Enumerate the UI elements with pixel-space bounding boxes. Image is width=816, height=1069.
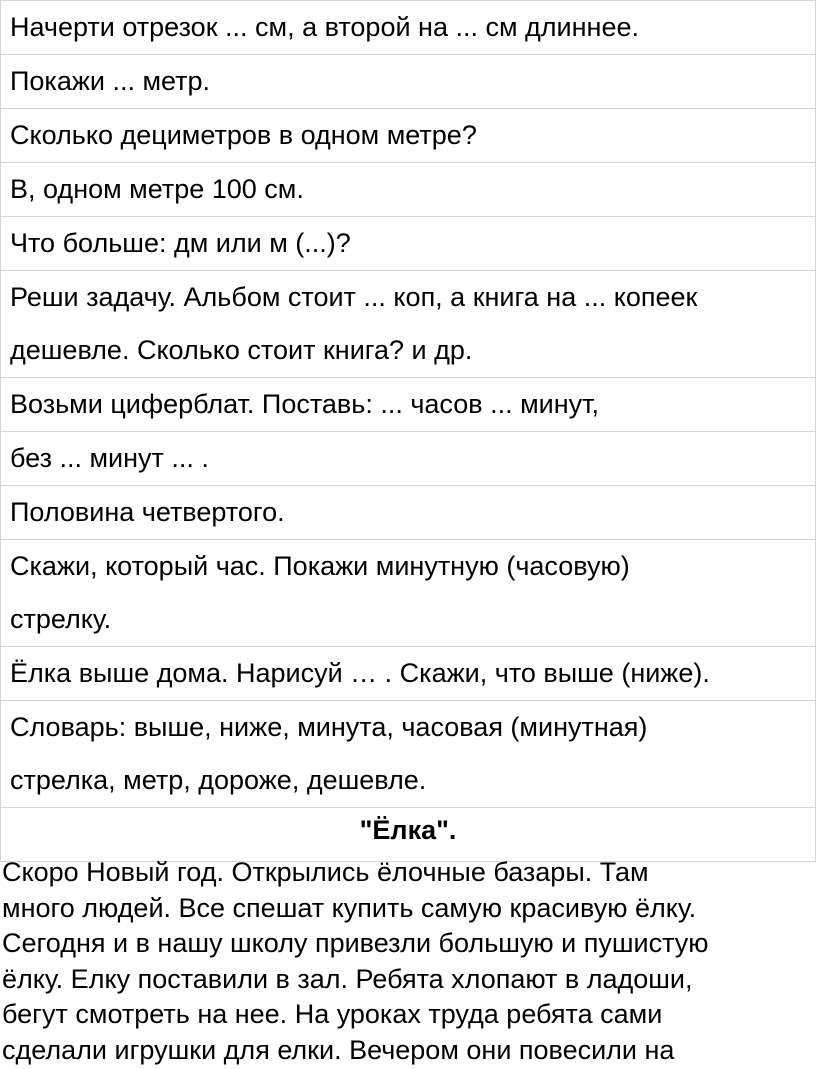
story-line: Сегодня и в нашу школу привезли большую и пушистую [2,928,709,958]
row-text: стрелка, метр, дороже, дешевле. [10,765,427,795]
row-text: Скажи, который час. Покажи минутную (часовую) [10,551,630,581]
table-row [1,701,816,808]
row-text: Ёлка выше дома. Нарисуй … . Скажи, что выше (ниже). [10,658,710,688]
row-text: В, одном метре 100 см. [10,174,304,204]
row-text: Реши задачу. Альбом стоит ... коп, а книга на ... копеек [10,282,698,312]
table-row [1,486,816,540]
row-text: Сколько дециметров в одном метре? [10,120,477,150]
table-row [1,55,816,109]
story-line: много людей. Все спешат купить самую красивую ёлку. [2,892,697,923]
table-row [1,163,816,217]
table-row [1,217,816,271]
table-row [1,1,816,55]
story-line: сделали игрушки для елки. Вечером они повесили на [2,1034,675,1065]
table-row [1,432,816,486]
table-row [1,540,816,647]
row-text: Словарь: выше, ниже, минута, часовая (минутная) [10,712,648,742]
story-line: ёлку. Елку поставили в зал. Ребята хлопают в ладоши, [2,963,693,994]
table-row [1,109,816,163]
row-text: без ... минут ... . [10,443,209,473]
table-row [1,378,816,432]
row-text: Возьми циферблат. Поставь: ... часов ... минут, [10,389,600,419]
table-row [1,647,816,701]
table-row [1,271,816,378]
story-title: "Ёлка". [1,808,816,862]
row-text: дешевле. Сколько стоит книга? и др. [10,335,473,365]
row-text: стрелку. [10,604,112,634]
row-text: Начерти отрезок ... см, а второй на ... см длиннее. [10,12,639,42]
story-line: бегут смотреть на нее. На уроках труда ребята сами [2,999,663,1029]
row-text: Половина четвертого. [10,497,285,527]
story-line: Скоро Новый год. Открылись ёлочные базары. Там [2,857,649,887]
story-text [2,855,814,1068]
row-text: Покажи ... метр. [10,66,211,96]
row-text: Что больше: дм или м (...)? [10,228,351,258]
